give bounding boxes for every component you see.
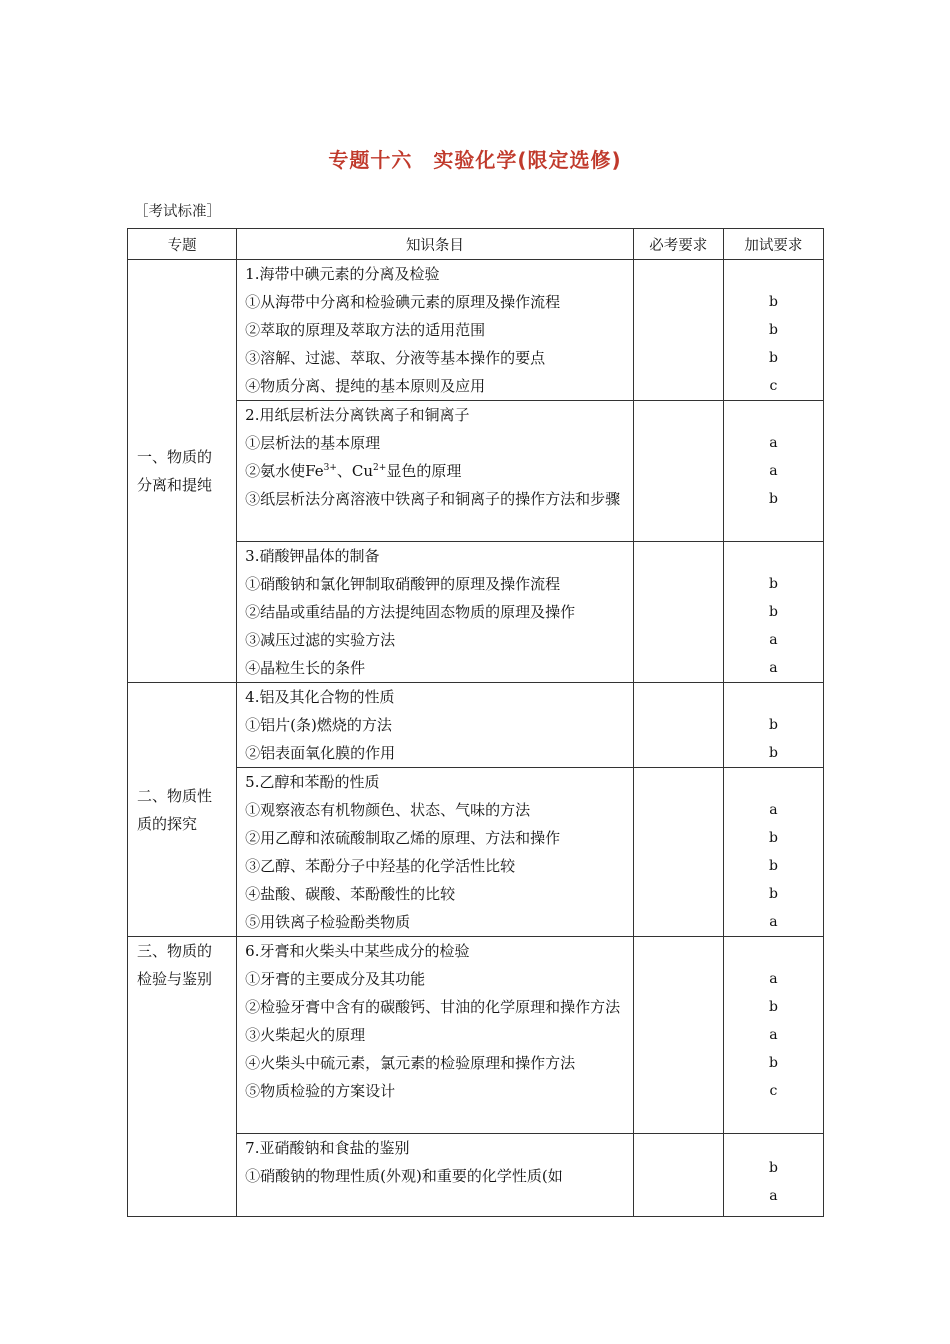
grade: a — [769, 463, 778, 479]
page-title: 专题十六 实验化学(限定选修) — [328, 148, 622, 172]
required-cell — [633, 401, 723, 542]
grade: c — [769, 1083, 778, 1099]
knowledge-table — [127, 228, 824, 1217]
grade: a — [769, 914, 778, 930]
grade: c — [769, 378, 778, 394]
section-heading: 5.乙醇和苯酚的性质 — [245, 773, 380, 791]
grade: a — [769, 971, 778, 987]
topic-label: 一、物质的分离和提纯 — [137, 448, 213, 494]
required-cell — [633, 260, 723, 401]
list-item: ④物质分离、提纯的基本原则及应用 — [245, 377, 486, 395]
list-item: ①硝酸钠的物理性质(外观)和重要的化学性质(如 — [245, 1167, 563, 1185]
items-cell — [237, 260, 634, 401]
grade: b — [768, 886, 778, 902]
items-cell — [237, 542, 634, 683]
grade: b — [768, 576, 778, 592]
list-item: ③乙醇、苯酚分子中羟基的化学活性比较 — [245, 857, 516, 875]
list-item: ④晶粒生长的条件 — [245, 659, 366, 677]
items-cell — [237, 401, 634, 542]
topic-cell — [128, 260, 237, 683]
grade: a — [769, 1027, 778, 1043]
list-item: ③纸层析法分离溶液中铁离子和铜离子的操作方法和步骤 — [245, 490, 621, 508]
grade: b — [768, 830, 778, 846]
topic-label: 三、物质的检验与鉴别 — [137, 942, 213, 988]
list-item: ①观察液态有机物颜色、状态、气味的方法 — [245, 801, 531, 819]
grade: a — [769, 632, 778, 648]
list-item: ①硝酸钠和氯化钾制取硝酸钾的原理及操作流程 — [245, 575, 561, 593]
grade: b — [768, 1160, 778, 1176]
exam-standard-label: ［考试标准］ — [134, 204, 221, 220]
section-heading: 6.牙膏和火柴头中某些成分的检验 — [245, 942, 470, 960]
table-row — [128, 937, 824, 1134]
list-item: ④盐酸、碳酸、苯酚酸性的比较 — [245, 885, 456, 903]
advanced-cell — [723, 401, 823, 542]
section-heading: 2.用纸层析法分离铁离子和铜离子 — [245, 406, 470, 424]
grade: b — [768, 350, 778, 366]
section-heading: 3.硝酸钾晶体的制备 — [245, 547, 380, 565]
items-cell — [237, 768, 634, 937]
list-item: ③溶解、过滤、萃取、分液等基本操作的要点 — [245, 349, 546, 367]
grade: b — [768, 999, 778, 1015]
grade: a — [769, 802, 778, 818]
list-item: ①层析法的基本原理 — [245, 434, 381, 452]
grade: b — [768, 1055, 778, 1071]
items-cell — [237, 683, 634, 768]
grade: b — [768, 322, 778, 338]
grade: b — [768, 858, 778, 874]
required-cell — [633, 768, 723, 937]
advanced-cell — [723, 1134, 823, 1217]
table-row — [128, 260, 824, 401]
list-item: ③火柴起火的原理 — [245, 1026, 366, 1044]
items-cell — [237, 937, 634, 1134]
section-heading: 7.亚硝酸钠和食盐的鉴别 — [245, 1139, 410, 1157]
list-item: ①从海带中分离和检验碘元素的原理及操作流程 — [245, 293, 561, 311]
grade: a — [769, 435, 778, 451]
grade: b — [768, 745, 778, 761]
table-row — [128, 683, 824, 768]
grade: b — [768, 294, 778, 310]
topic-cell — [128, 937, 237, 1217]
required-cell — [633, 683, 723, 768]
required-cell — [633, 1134, 723, 1217]
header-advanced: 加试要求 — [723, 229, 823, 260]
grade: b — [768, 604, 778, 620]
grade: a — [769, 660, 778, 676]
header-items: 知识条目 — [237, 229, 634, 260]
list-item: ②铝表面氧化膜的作用 — [245, 744, 396, 762]
grade: b — [768, 491, 778, 507]
list-item: ④火柴头中硫元素，氯元素的检验原理和操作方法 — [245, 1054, 576, 1072]
list-item: ②氨水使$Fe^{3+}$、$Cu^{2+}$显色的原理 — [245, 462, 462, 480]
list-item: ②萃取的原理及萃取方法的适用范围 — [245, 321, 486, 339]
list-item: ②检验牙膏中含有的碳酸钙、甘油的化学原理和操作方法 — [245, 998, 621, 1016]
table-header-row — [128, 229, 824, 260]
advanced-cell — [723, 937, 823, 1134]
list-item: ①牙膏的主要成分及其功能 — [245, 970, 426, 988]
items-cell — [237, 1134, 634, 1217]
advanced-cell — [723, 768, 823, 937]
section-heading: 4.铝及其化合物的性质 — [245, 688, 395, 706]
section-heading: 1.海带中碘元素的分离及检验 — [245, 265, 440, 283]
topic-label: 二、物质性质的探究 — [137, 786, 213, 833]
required-cell — [633, 937, 723, 1134]
header-topic: 专题 — [128, 229, 237, 260]
list-item: ⑤用铁离子检验酚类物质 — [245, 913, 411, 931]
topic-cell — [128, 683, 237, 937]
advanced-cell — [723, 683, 823, 768]
list-item: ②用乙醇和浓硫酸制取乙烯的原理、方法和操作 — [245, 829, 561, 847]
grade: b — [768, 717, 778, 733]
list-item: ②结晶或重结晶的方法提纯固态物质的原理及操作 — [245, 603, 576, 621]
list-item: ③减压过滤的实验方法 — [245, 631, 396, 649]
list-item: ①铝片(条)燃烧的方法 — [245, 716, 392, 734]
required-cell — [633, 542, 723, 683]
advanced-cell — [723, 542, 823, 683]
list-item: ⑤物质检验的方案设计 — [245, 1082, 396, 1100]
grade: a — [769, 1188, 778, 1204]
advanced-cell — [723, 260, 823, 401]
header-required: 必考要求 — [633, 229, 723, 260]
